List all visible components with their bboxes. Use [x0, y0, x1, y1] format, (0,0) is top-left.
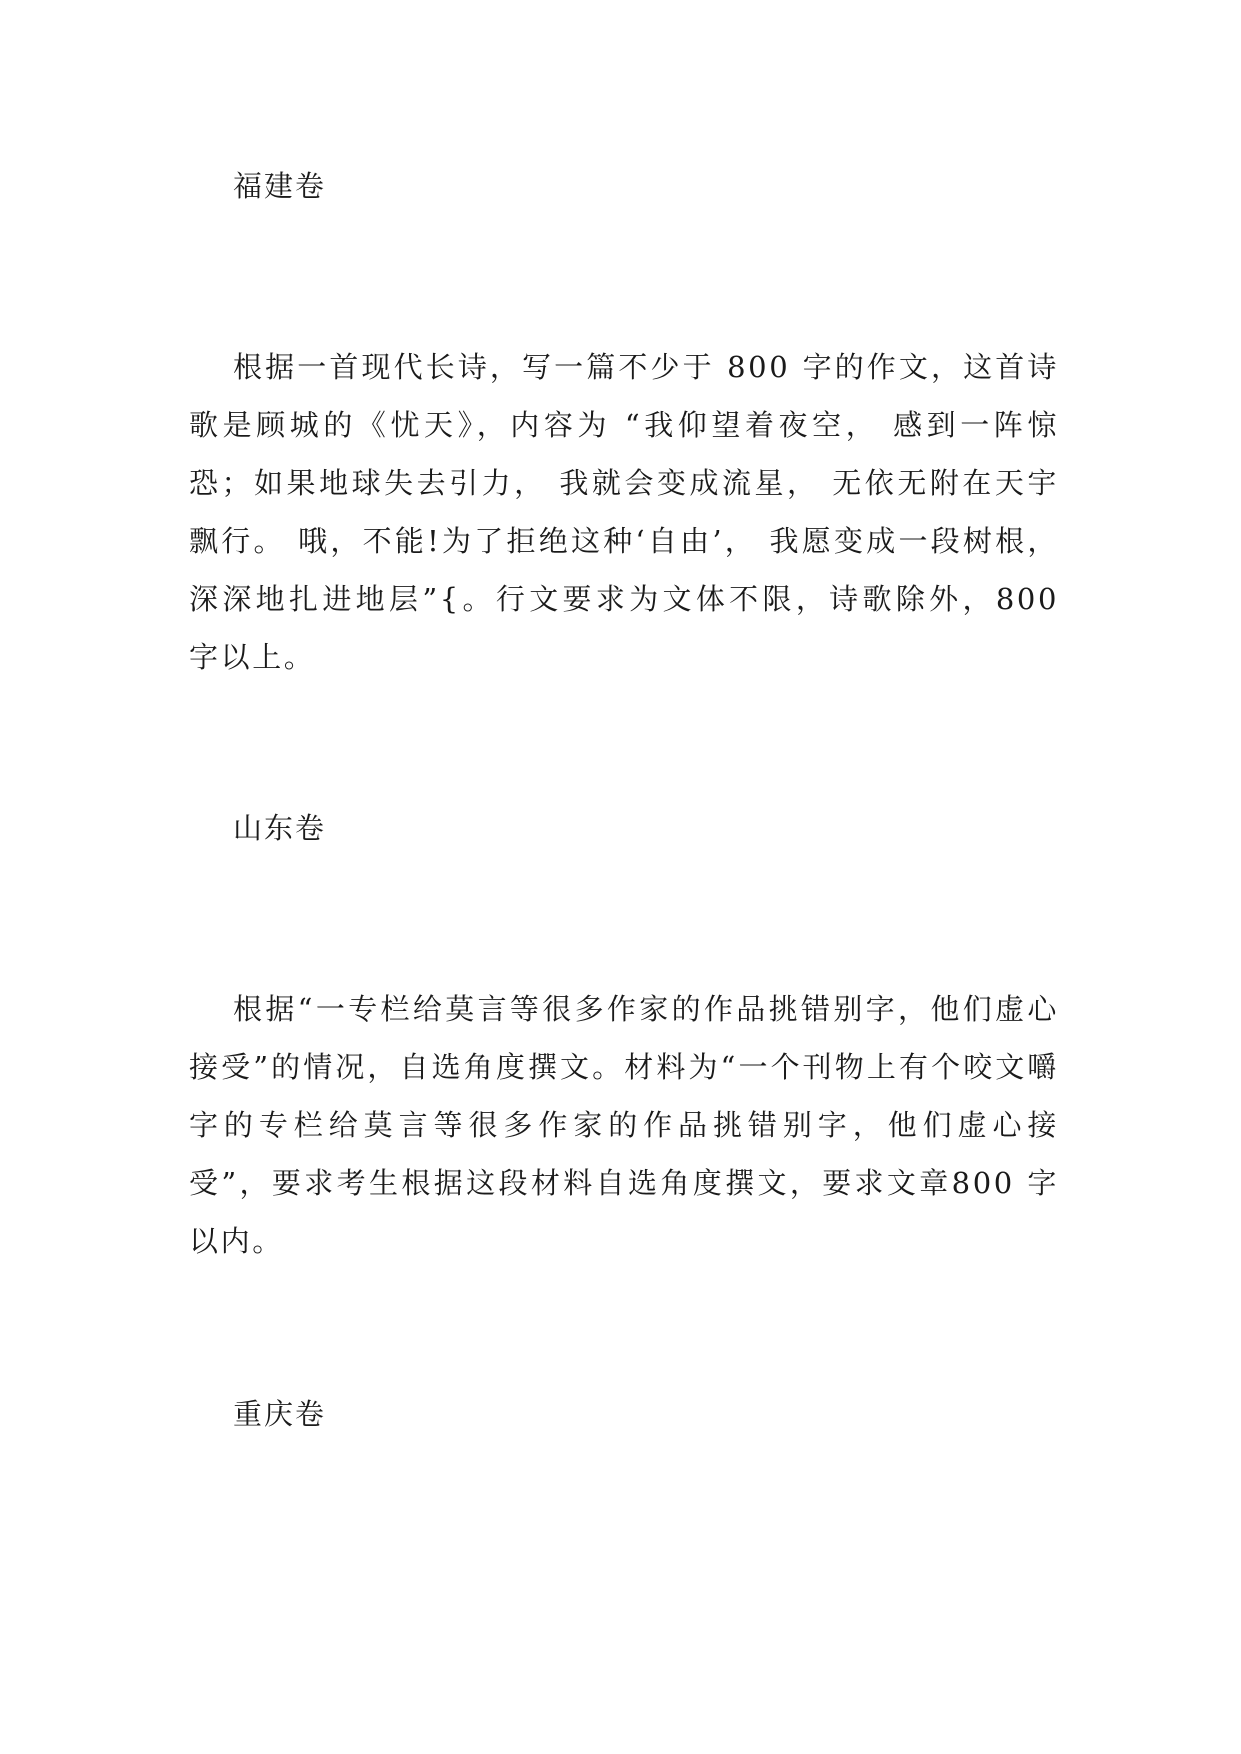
section-heading-chongqing: 重庆卷 [233, 1397, 327, 1431]
section-heading-shandong: 山东卷 [233, 811, 327, 845]
section-heading-fujian: 福建卷 [233, 169, 327, 203]
section-body-shandong: 根据“一专栏给莫言等很多作家的作品挑错别字，他们虚心接受”的情况，自选角度撰文。材料为“一个刊物上有个咬文嚼字的专栏给莫言等很多作家的作品挑错别字，他们虚心接受”，要求考生根据这段材料自选角度撰文，要求文章800 字以内。 [189, 992, 1059, 1258]
section-body-fujian: 根据一首现代长诗，写一篇不少于 800 字的作文，这首诗歌是顾城的《忧天》，内容为 “我仰望着夜空， 感到一阵惊恐；如果地球失去引力， 我就会变成流星， 无依无附在天宇飘行。 哦，不能!为了拒绝这种‘自由’， 我愿变成一段树根， 深深地扎进地层”{。行文要求为文体不限，诗歌除外，800 字以上。 [189, 350, 1059, 674]
